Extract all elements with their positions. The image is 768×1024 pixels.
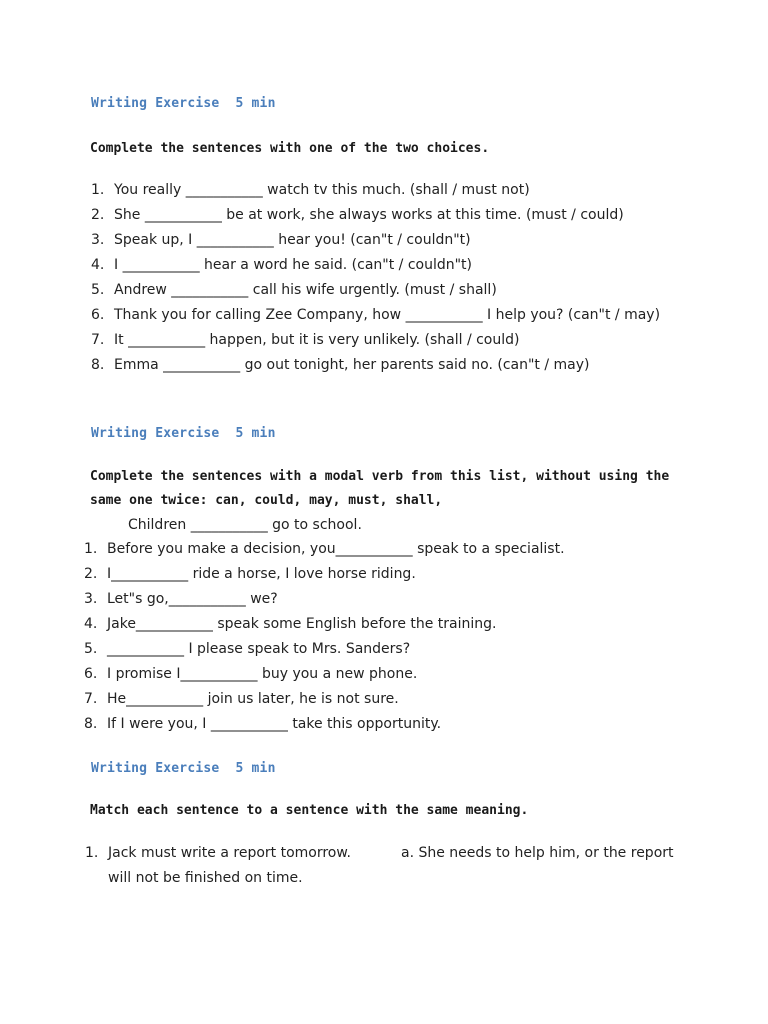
item-text: Emma ___________ go out tonight, her parents said no. (can"t / may) xyxy=(114,357,590,373)
list-item xyxy=(84,612,667,637)
item-number: 8. xyxy=(91,357,105,373)
list-item xyxy=(84,562,667,587)
item-number: 3. xyxy=(91,232,105,248)
list-item xyxy=(91,353,674,378)
list-item xyxy=(91,253,674,278)
item-number: 6. xyxy=(84,666,98,682)
match-right-sentence: a. She needs to help him, or the report xyxy=(401,845,674,861)
item-text: I ___________ hear a word he said. (can"t / couldn"t) xyxy=(114,257,473,273)
item-text: I promise I___________ buy you a new phone. xyxy=(107,666,418,682)
item-text: Let"s go,___________ we? xyxy=(107,591,278,607)
item-number: 8. xyxy=(84,716,98,732)
item-number: 4. xyxy=(91,257,105,273)
item-text: He___________ join us later, he is not sure. xyxy=(107,691,399,707)
item-text: Jake___________ speak some English before the training. xyxy=(107,616,497,632)
list-item xyxy=(84,537,667,562)
item-text: Andrew ___________ call his wife urgently. (must / shall) xyxy=(114,282,497,298)
item-number: 7. xyxy=(84,691,98,707)
item-text: You really ___________ watch tv this much. (shall / must not) xyxy=(114,182,530,198)
item-text: It ___________ happen, but it is very unlikely. (shall / could) xyxy=(114,332,520,348)
item-number: 3. xyxy=(84,591,98,607)
item-text: I___________ ride a horse, I love horse riding. xyxy=(107,566,416,582)
item-number: 1. xyxy=(85,845,99,861)
item-number: 2. xyxy=(91,207,105,223)
section-2-instruction: Complete the sentences with a modal verb from this list, without using the same one twice: can, could, may, must, shall, xyxy=(90,469,670,508)
list-item xyxy=(84,662,667,687)
item-number: 5. xyxy=(84,641,98,657)
list-item xyxy=(91,178,674,203)
item-number: 1. xyxy=(84,541,98,557)
match-continuation: will not be finished on time. xyxy=(108,870,303,886)
section-3-instruction: Match each sentence to a sentence with the same meaning. xyxy=(90,803,529,818)
section-1-instruction: Complete the sentences with one of the two choices. xyxy=(90,141,490,156)
item-text: ___________ I please speak to Mrs. Sanders? xyxy=(107,641,411,657)
item-text: Before you make a decision, you___________ speak to a specialist. xyxy=(107,541,565,557)
section-2-heading: Writing Exercise 5 min xyxy=(91,426,276,441)
section-2-example: Children ___________ go to school. xyxy=(128,517,362,533)
list-item xyxy=(84,587,667,612)
item-number: 1. xyxy=(91,182,105,198)
item-number: 2. xyxy=(84,566,98,582)
list-item xyxy=(91,278,674,303)
item-text: Thank you for calling Zee Company, how ___________ I help you? (can"t / may) xyxy=(114,307,661,323)
item-text: If I were you, I ___________ take this opportunity. xyxy=(107,716,442,732)
item-text: Speak up, I ___________ hear you! (can"t / couldn"t) xyxy=(114,232,471,248)
item-number: 5. xyxy=(91,282,105,298)
match-left-sentence: Jack must write a report tomorrow. xyxy=(108,845,351,861)
list-item xyxy=(91,203,674,228)
list-item xyxy=(91,303,674,328)
item-number: 4. xyxy=(84,616,98,632)
section-3-heading: Writing Exercise 5 min xyxy=(91,761,276,776)
item-text: She ___________ be at work, she always works at this time. (must / could) xyxy=(114,207,624,223)
section-1-list xyxy=(91,178,674,378)
section-2-list xyxy=(84,537,667,737)
list-item xyxy=(91,228,674,253)
item-number: 6. xyxy=(91,307,105,323)
list-item xyxy=(84,637,667,662)
list-item xyxy=(91,328,674,353)
item-number: 7. xyxy=(91,332,105,348)
list-item xyxy=(84,687,667,712)
list-item xyxy=(84,712,667,737)
section-1-heading: Writing Exercise 5 min xyxy=(91,96,276,111)
